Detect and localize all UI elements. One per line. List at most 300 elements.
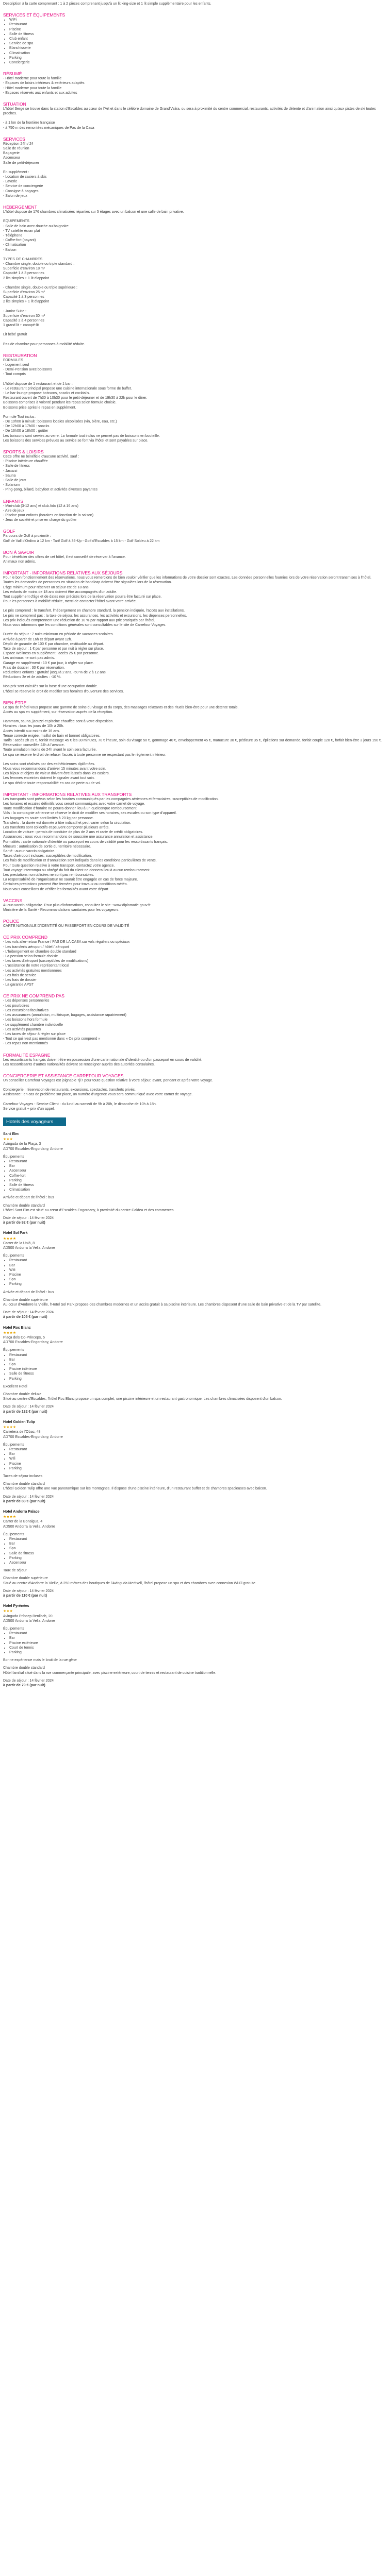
text-line: Frais de dossier : 30 € par réservation.	[3, 666, 65, 670]
text-line: - Les taxes d'aéroport (susceptibles de modifications)	[3, 959, 89, 963]
room-type: Chambre double supérieure	[3, 1298, 48, 1302]
text-line: - à 1 km de la frontière française	[3, 121, 55, 125]
list-item: • Wifi	[9, 1456, 387, 1461]
list-item: • Parking	[9, 1178, 387, 1183]
text-line: Les boissons des services prévues au service se font via l'hôtel et sont payables sur place.	[3, 438, 149, 443]
text-line: - Tout ce qui n'est pas mentionné dans « Ce prix comprend »	[3, 1037, 101, 1041]
text-line: Les prestations non utilisées ne sont pas remboursables.	[3, 873, 94, 877]
section-important-transport	[3, 792, 387, 892]
amenities-list	[3, 1159, 387, 1192]
text-line: Toute annulation moins de 24h avant le soin sera facturée.	[3, 748, 97, 752]
text-line: - Salon de jeux	[3, 194, 27, 198]
price-from: à partir de 110 € (par nuit)	[3, 1594, 47, 1598]
list-item: • Restaurant	[9, 1353, 387, 1358]
text-line: - Piscine intérieure chauffée	[3, 460, 48, 464]
text-line: - Les assurances (annulation, multirisque, bagages, assistance rapatriement)	[3, 1013, 126, 1018]
hotel-note: Arrivée et départ de l'hôtel : bus	[3, 1196, 54, 1200]
text-line: Pour les personnes à mobilité réduite, merci de contacter l'hôtel avant votre arrivée.	[3, 600, 137, 604]
text-line: - Aire de jeux	[3, 509, 24, 513]
hotel-card	[3, 1132, 387, 1225]
section-golf	[3, 529, 387, 543]
price-from: à partir de 88 € (par nuit)	[3, 1499, 45, 1503]
section-important	[3, 570, 387, 693]
text-line: Superficie d'environ 25 m²	[3, 290, 45, 294]
list-item: • Parking	[9, 1556, 387, 1561]
text-line: Superficie d'environ 30 m²	[3, 314, 45, 318]
text-line: Restaurant ouvert de 7h30 à 10h30 pour le petit-déjeuner et de 19h30 à 22h pour le dîner.	[3, 396, 148, 400]
stay-date: Date de séjour : 14 février 2024	[3, 1679, 54, 1683]
stay-date: Date de séjour : 14 février 2024	[3, 1495, 54, 1499]
section-title-important-transport: IMPORTANT - INFORMATIONS RELATIVES AUX TRANSPORTS	[3, 791, 132, 797]
section-resume	[3, 71, 387, 95]
text-line: Réductions enfants : gratuité jusqu'à 2 ans, -50 % de 2 à 12 ans.	[3, 670, 107, 674]
hotel-description: Situé au centre d'Andorre la Vieille, à 250 mètres des boutiques de l'Avinguda Meritxell, l'hôtel propose un spa et des chambres avec connexion Wi-Fi gratuite.	[3, 1581, 256, 1585]
text-line: Le spa de l'hôtel vous propose une gamme de soins du visage et du corps, des massages relaxants et des rituels bien-être pour une détente totale.	[3, 705, 239, 709]
section-title-services: SERVICES ET ÉQUIPEMENTS	[3, 12, 66, 18]
section-bien-etre	[3, 700, 387, 786]
hotel-rating-stars: ★★★	[3, 1609, 13, 1614]
text-line: - Location de casiers à skis	[3, 175, 47, 179]
hotel-note: Bonne expérience mais le bruit de la rue gêne	[3, 1658, 77, 1663]
list-item: • Parking	[9, 1282, 387, 1286]
list-item: • Salle de fitness	[9, 1183, 387, 1188]
text-line: Bagagerie	[3, 151, 20, 156]
price-from: à partir de 79 € (par nuit)	[3, 1684, 45, 1688]
text-line: Ministère de la Santé - Recommandations sanitaires pour les voyageurs.	[3, 908, 120, 912]
text-line: Les ressortissants d'autres nationalités doivent se renseigner auprès des autorités consulaires.	[3, 1062, 155, 1066]
hotel-description: Hôtel familial situé dans la rue commerçante principale, avec piscine extérieure, court de tennis et restaurant de cuisine traditionnelle.	[3, 1671, 217, 1675]
section-title-police: POLICE	[3, 919, 20, 924]
section-title-resume: RÉSUMÉ	[3, 71, 22, 77]
text-line: Tenue correcte exigée, maillot de bain et bonnet obligatoires.	[3, 734, 101, 738]
text-line: Un conseiller Carrefour Voyages est joignable 7j/7 pour toute question relative à votre séjour, avant, pendant et après votre voyage.	[3, 1078, 214, 1082]
text-line: Assistance : en cas de problème sur place, un numéro d'urgence vous sera communiqué avec votre carnet de voyage.	[3, 1093, 193, 1097]
stay-date: Date de séjour : 14 février 2024	[3, 1405, 54, 1409]
text-line: - La pension selon formule choisie	[3, 955, 58, 959]
list-item: • Climatisation	[9, 1188, 387, 1192]
text-line: Les bagages en soute sont limités à 20 kg par personne.	[3, 816, 94, 820]
hotel-name-link[interactable]: Hotel Sol Park	[3, 1231, 28, 1235]
text-line: Accès au spa en supplément, sur réservation auprès de la réception.	[3, 710, 113, 714]
text-line: Dépôt de garantie de 100 € par chambre, restituable au départ.	[3, 642, 104, 646]
price-from: à partir de 92 € (par nuit)	[3, 1221, 45, 1225]
text-line: L'hôtel dispose de 1 restaurant et de 1 bar :	[3, 382, 73, 386]
amenities-list	[3, 1353, 387, 1381]
list-item: • Parking	[9, 1650, 387, 1655]
text-line: - Climatisation	[3, 243, 26, 247]
text-line: 1 grand lit + canapé-lit	[3, 324, 39, 328]
text-line: - Les taxes de séjour à régler sur place	[3, 1032, 66, 1036]
room-type: Chambre double deluxe	[3, 1393, 42, 1397]
amenities-label: Équipements	[3, 1443, 24, 1447]
hotel-note: Excellent Hotel	[3, 1384, 27, 1388]
amenities-label: Équipements	[3, 1155, 24, 1159]
text-line: Formule Tout inclus :	[3, 415, 37, 419]
text-line: Nos prix sont calculés sur la base d'une occupation double.	[3, 685, 98, 689]
list-item: • Parking	[9, 1466, 387, 1471]
text-line: Boissons comprises à volonté pendant les repas selon formule choisie.	[3, 401, 117, 405]
section-situation	[3, 101, 387, 130]
hotel-rating-stars: ★★★★	[3, 1515, 17, 1519]
section-services	[3, 12, 387, 65]
text-line: Hammam, sauna, jacuzzi et piscine chauffée sont à votre disposition.	[3, 720, 114, 724]
list-item: • Piscine extérieure	[9, 1641, 387, 1646]
amenities-label: Équipements	[3, 1627, 24, 1631]
text-line: - Piscine pour enfants (horaires en fonction de la saison)	[3, 514, 94, 518]
text-line: - L'assistance de notre représentant local	[3, 964, 69, 968]
section-title-formalites: FORMALITÉ ESPAGNE	[3, 1052, 51, 1058]
text-line: Les transferts sont collectifs et peuvent comporter plusieurs arrêts.	[3, 826, 110, 829]
text-line: Taxes d'aéroport incluses, susceptibles de modification.	[3, 854, 92, 858]
text-line: Service gratuit + prix d'un appel.	[3, 1107, 55, 1111]
text-line: - Hôtel moderne pour toute la famille	[3, 86, 62, 90]
text-line: - Les frais de dossier	[3, 978, 37, 982]
hotel-name-link[interactable]: Hotel Andorra Palace	[3, 1510, 40, 1514]
list-item: • Piscine	[9, 1273, 387, 1277]
stay-date: Date de séjour : 14 février 2024	[3, 1216, 54, 1220]
text-line: - De 12h00 à 17h00 : snacks	[3, 425, 50, 429]
list-item: • Piscine	[9, 1462, 387, 1466]
list-item: • Club enfant	[9, 37, 387, 41]
list-item: • Salle de fitness	[9, 1551, 387, 1556]
text-line: - Laverie	[3, 180, 18, 184]
price-from: à partir de 132 € (par nuit)	[3, 1410, 47, 1414]
text-line: Les animaux ne sont pas admis.	[3, 656, 55, 660]
text-line: Conciergerie : réservation de restaurants, excursions, spectacles, transferts privés.	[3, 1088, 136, 1092]
text-line: Toutes les demandes de personnes en situation de handicap doivent être signalées lors de la réservation.	[3, 581, 172, 585]
text-line: - Balcon	[3, 248, 17, 252]
list-item: • Restaurant	[9, 1447, 387, 1452]
text-line: Nous vous informons que les conditions générales sont consultables sur le site de Carrefour Voyages.	[3, 623, 167, 628]
hotel-name-link[interactable]: Hotel Golden Tulip	[3, 1420, 35, 1424]
text-line: Arrivée à partir de 16h et départ avant 12h.	[3, 637, 72, 641]
hotel-address: Carrer de la Bonaigua, 4 AD500 Andorra la Vella, Andorre	[3, 1520, 55, 1529]
list-item: • Restaurant	[9, 1537, 387, 1541]
text-line: Superficie d'environ 18 m²	[3, 267, 45, 271]
section-periode	[3, 137, 387, 198]
text-line: - Sauna	[3, 473, 16, 478]
text-line: - De 10h00 à minuit : boissons locales alcoolisées (vin, bière, eau, etc.)	[3, 420, 117, 423]
text-line: Les frais de modification et d'annulation sont indiqués dans les conditions particulières de vente.	[3, 859, 157, 863]
section-title-bien-etre: BIEN-ÊTRE	[3, 700, 27, 705]
text-line: Pour le bon fonctionnement des réservations, nous vous remercions de bien vouloir vérifier que les informations de votre dossier sont exactes. Les données personnelles fournies lors de votre réservation seront transmises à l'hôtel.	[3, 576, 371, 580]
text-line: - Salle de jeux	[3, 479, 26, 483]
text-line: EQUIPEMENTS	[3, 219, 29, 224]
list-item: • Piscine intérieure	[9, 1367, 387, 1371]
hotel-address: Carrer de la Unió, 8 AD500 Andorra la Vella, Andorre	[3, 1241, 55, 1250]
text-line: - La garantie APST	[3, 983, 34, 987]
text-line: Les enfants de moins de 18 ans doivent être accompagnés d'un adulte.	[3, 590, 118, 594]
services-list	[3, 18, 387, 65]
text-line: - Service de conciergerie	[3, 184, 43, 189]
list-item: • Ascenseur	[9, 1561, 387, 1565]
room-type: Chambre double standard	[3, 1482, 45, 1486]
list-item: • Climatisation	[9, 51, 387, 56]
text-line: Cette offre ne bénéficie d'aucune activité, sauf :	[3, 455, 79, 459]
hotel-note: Arrivée et départ de l'hôtel : bus	[3, 1290, 54, 1294]
text-line: - Chambre single, double ou triple standard :	[3, 262, 75, 266]
hotel-rating-stars: ★★★★	[3, 1236, 17, 1241]
text-line: Horaires : tous les jours de 10h à 20h.	[3, 724, 64, 728]
text-line: - Mini-club (3-12 ans) et club Ado (12 à 16 ans)	[3, 504, 78, 508]
list-item: • Restaurant	[9, 1631, 387, 1636]
text-line: Les soins sont réalisés par des esthéticiennes diplômées.	[3, 762, 95, 766]
amenities-list	[3, 1631, 387, 1655]
hotel-description: L'hôtel Sant Elm est situé au cœur d'Escaldes-Engordany, à proximité du centre Caldea et des commerces.	[3, 1208, 175, 1212]
section-title-restauration: RESTAURATION	[3, 352, 37, 358]
hotel-card	[3, 1510, 387, 1598]
amenities-label: Équipements	[3, 1532, 24, 1536]
text-line: - Le restaurant principal propose une cuisine internationale sous forme de buffet.	[3, 386, 132, 391]
hotel-address: Avinguda Príncep Benlloch, 20 AD500 Andorra la Vella, Andorre	[3, 1614, 55, 1623]
list-item: • Spa	[9, 1277, 387, 1282]
text-line: - Téléphone	[3, 233, 23, 238]
list-item: • Service de spa	[9, 41, 387, 46]
text-line: - Les dépenses personnelles	[3, 999, 50, 1003]
text-line: Nous vous recommandons d'arriver 15 minutes avant votre soin.	[3, 767, 106, 771]
section-formalites	[3, 1053, 387, 1067]
text-line: - Le supplément chambre individuelle	[3, 1023, 63, 1027]
text-line: Le prix ne comprend pas : la taxe de séjour, les assurances, les activités et excursions, les dépenses personnelles.	[3, 614, 187, 618]
hotels-list	[3, 1132, 387, 1688]
text-line: Les femmes enceintes doivent le signaler avant tout soin.	[3, 776, 95, 781]
text-line: Transferts : la durée est donnée à titre indicatif et peut varier selon la circulation.	[3, 821, 132, 825]
text-line: - Ping-pong, billard, babyfoot et activités diverses payantes	[3, 488, 97, 492]
text-line: Golf de Vall d'Ordino à 12 km - Tarif Golf à 39 €/p - Golf d'Escaldes à 15 km - Golf Soldeu à 22 km	[3, 539, 160, 543]
text-line: - Consigne à bagages	[3, 189, 39, 193]
text-line: La responsabilité de l'organisateur ne saurait être engagée en cas de force majeure.	[3, 878, 138, 882]
text-line: Pas de chambre pour personnes à mobilité réduite.	[3, 342, 85, 346]
amenities-list	[3, 1537, 387, 1565]
text-line: - Coffre-fort (payant)	[3, 239, 36, 243]
text-line: Capacité 1 à 3 personnes	[3, 272, 44, 276]
text-line: Aucun vaccin obligatoire. Pour plus d'informations, consultez le site : www.diplomatie.gouv.fr	[3, 903, 151, 907]
text-line: Les prix indiqués comprennent une réduction de 10 % par rapport aux prix pratiqués par l'hôtel.	[3, 618, 155, 622]
text-line: Les bijoux et objets de valeur doivent être laissés dans les casiers.	[3, 772, 110, 776]
text-line: - Hôtel moderne pour toute la famille	[3, 77, 62, 81]
text-line: - Les excursions facultatives	[3, 1008, 48, 1012]
text-line: CARTE NATIONALE D'IDENTITÉ OU PASSEPORT EN COURS DE VALIDITÉ	[3, 924, 129, 928]
text-line: - Salle de fitness	[3, 464, 30, 468]
text-line: Mineurs : autorisation de sortie du territoire nécessaire.	[3, 844, 91, 849]
text-line: - Jacuzzi	[3, 469, 18, 473]
text-line: - Les boissons hors formule	[3, 1018, 47, 1022]
section-sports	[3, 449, 387, 493]
hotel-card	[3, 1231, 387, 1319]
section-title-hebergement: HÉBERGEMENT	[3, 205, 37, 210]
list-item: • Wifi	[9, 1268, 387, 1273]
text-line: FORMULES	[3, 358, 23, 362]
list-item: • Coffre-fort	[9, 1174, 387, 1178]
hotel-card	[3, 1420, 387, 1504]
room-type: Chambre double standard	[3, 1204, 45, 1208]
text-line: - Les activités gratuites mentionnées	[3, 969, 62, 973]
text-line: Salle de petit-déjeuner	[3, 161, 40, 165]
text-line: Les transports sont prévus selon les horaires communiqués par les compagnies aériennes et ferroviaires, susceptibles de modification.	[3, 797, 219, 801]
section-hebergement	[3, 205, 387, 347]
hotel-rating-stars: ★★★★	[3, 1426, 17, 1430]
list-item: • Bar	[9, 1164, 387, 1168]
text-line: Formalités : carte nationale d'identité ou passeport en cours de validité pour les ressortissants français.	[3, 840, 168, 844]
text-line: Tarifs : accès 2h 25 €, forfait massage 45 € les 30 minutes, 70 € l'heure, soin du visage 50 €, gommage 40 €, enveloppement 45 €, manucure 30 €, pédicure 35 €, épilations sur demande, forfait couple 120 €, forfait bien-être 3 jours 150 €.	[3, 738, 382, 742]
text-line: Santé : aucun vaccin obligatoire.	[3, 850, 56, 854]
text-line: Pour toute question relative à votre transport, contactez votre agence.	[3, 863, 115, 868]
hotels-section-banner: Hotels des voyageurs	[3, 1117, 66, 1126]
hotel-note: Taux de séjour	[3, 1569, 27, 1573]
text-line: Capacité 1 à 3 personnes	[3, 295, 44, 299]
text-line: - Salle de bain avec douche ou baignoire	[3, 224, 69, 228]
hotel-card	[3, 1326, 387, 1414]
text-line: - Espaces réservés aux enfants et aux adultes	[3, 91, 77, 95]
text-line: Assurances : nous vous recommandons de souscrire une assurance annulation et assistance.	[3, 835, 154, 839]
list-item: • Parking	[9, 56, 387, 60]
text-line: Toute modification d'horaire ne pourra donner lieu à un quelconque remboursement.	[3, 807, 138, 811]
text-line: Nous vous conseillons de vérifier les formalités avant votre départ.	[3, 887, 109, 891]
text-line: - Les frais de service	[3, 973, 37, 977]
text-line: Les boissons sont servies au verre. La formule tout inclus ne permet pas de boissons en bouteille.	[3, 434, 160, 438]
text-line: L'âge minimum pour réserver un séjour est de 18 ans.	[3, 585, 90, 589]
hotel-rating-stars: ★★★★	[3, 1331, 17, 1335]
hotel-name-link[interactable]: Hotel Pyrénées	[3, 1604, 29, 1608]
section-title-assistance: CONCIERGERIE ET ASSISTANCE CARREFOUR VOYAGES	[3, 1073, 124, 1078]
text-line: - Demi-Pension avec boissons	[3, 368, 52, 372]
text-line: Animaux non admis.	[3, 560, 36, 564]
text-line: Durée du séjour : 7 nuits minimum en période de vacances scolaires.	[3, 633, 114, 637]
text-line: L'hôtel dispose de 176 chambres climatisées réparties sur 5 étages avec un balcon et une salle de bain privative.	[3, 210, 184, 214]
section-enfants	[3, 499, 387, 523]
section-assistance	[3, 1073, 387, 1111]
text-line: Carrefour Voyages - Service Client : du lundi au samedi de 9h à 20h, le dimanche de 10h à 18h.	[3, 1102, 157, 1106]
text-line: - L'hébergement en chambre double standard	[3, 950, 76, 954]
text-line: - Tout compris	[3, 372, 26, 377]
text-line: - Logement seul	[3, 363, 29, 367]
list-item: • Restaurant	[9, 1159, 387, 1164]
list-item: • Restaurant	[9, 1258, 387, 1263]
text-line: - Les transferts aéroport / hôtel / aéroport	[3, 945, 69, 949]
stay-date: Date de séjour : 14 février 2024	[3, 1311, 54, 1315]
section-title-important: IMPORTANT - INFORMATIONS RELATIVES AUX SÉJOURS	[3, 570, 123, 576]
hotel-name-link[interactable]: Hotel Roc Blanc	[3, 1326, 31, 1330]
hotel-address: Avinguda de la Plaça, 3 AD700 Escaldes-Engordany, Andorre	[3, 1142, 63, 1151]
text-line: Réception 24h / 24	[3, 142, 34, 146]
list-item: • Bar	[9, 1452, 387, 1456]
hotel-note: Taxes de séjour incluses	[3, 1474, 43, 1478]
text-line: Taxe de séjour : 1 € par personne et par nuit à régler sur place.	[3, 647, 104, 651]
amenities-label: Équipements	[3, 1254, 24, 1258]
text-line: - Solarium	[3, 483, 20, 487]
section-police	[3, 919, 387, 928]
list-item: • Bar	[9, 1636, 387, 1640]
section-title-periode: SERVICES	[3, 136, 25, 142]
hotel-address: Plaça dels Co-Prínceps, 5 AD700 Escaldes-Engordany, Andorre	[3, 1336, 63, 1345]
text-line: - Les vols aller-retour France / PAS DE LA CASA sur vols réguliers ou spéciaux	[3, 940, 130, 944]
hotel-address: Carretera de l'Obac, 48 AD700 Escaldes-Engordany, Andorre	[3, 1430, 63, 1439]
text-line: Le prix comprend : le transfert, l'hébergement en chambre standard, la pension indiquée, l'accès aux installations.	[3, 609, 185, 613]
text-line: Parcours de Golf à proximité :	[3, 534, 51, 538]
amenities-label: Équipements	[3, 1348, 24, 1352]
list-item: • Bar	[9, 1358, 387, 1362]
text-line: - à 750 m des remontées mécaniques de Pas de la Casa	[3, 126, 94, 130]
text-line: - Les pourboires	[3, 1004, 29, 1008]
text-line: L'hôtel Serge se trouve dans la station d'Escaldes au cœur de l'Art et dans le célèbre domaine de Grand'Valira, ou sera à proximité du centre commercial, restaurants, activités de détente et d'animation ainsi qu'aux pistes de ski toutes proches.	[3, 107, 376, 116]
hotel-description: Au cœur d'Andorre la Vieille, l'Hotel Sol Park propose des chambres modernes et un accès gratuit à sa piscine intérieure. Les chambres disposent d'une salle de bain privative et de la TV par satellite.	[3, 1303, 321, 1307]
text-line: Vols : la compagnie aérienne se réserve le droit de modifier ses horaires, ses escales ou son type d'appareil.	[3, 811, 177, 816]
section-title-situation: SITUATION	[3, 101, 26, 107]
text-line: Certaines prestations peuvent être fermées pour travaux ou conditions météo.	[3, 883, 128, 887]
list-item: • Conciergerie	[9, 60, 387, 65]
text-line: - Espaces de loisirs intérieurs & extérieurs adaptés	[3, 81, 85, 86]
hotel-card	[3, 1604, 387, 1688]
section-title-prix-ne-comprend: CE PRIX NE COMPREND PAS	[3, 993, 64, 999]
text-line: Tout voyage interrompu ou abrégé du fait du client ne donnera lieu à aucun remboursement.	[3, 868, 151, 872]
amenities-list	[3, 1447, 387, 1471]
section-restauration	[3, 353, 387, 443]
list-item: • Parking	[9, 1377, 387, 1381]
text-line: TYPES DE CHAMBRES	[3, 257, 43, 261]
list-item: • Bar	[9, 1541, 387, 1546]
text-line: L'hôtel se réserve le droit de modifier ses horaires d'ouverture des services.	[3, 689, 124, 693]
text-line: - Junior Suite :	[3, 309, 27, 313]
text-line: Le spa se réserve le droit de refuser l'accès à toute personne ne respectant pas le règlement intérieur.	[3, 753, 167, 757]
section-prix-comprend	[3, 935, 387, 987]
text-line: En supplément :	[3, 170, 29, 174]
text-line: Ascenseur	[3, 156, 21, 160]
text-line: Location de voiture : permis de conduire de plus de 2 ans et carte de crédit obligatoires.	[3, 831, 143, 835]
intro-text: Description à la carte comprenant : 1 à 2 pièces comprenant jusqu'à un lit king-size et 1 lit simple supplémentaire pour les enfants.	[3, 2, 211, 6]
text-line: 2 lits simples + 1 lit d'appoint	[3, 300, 50, 304]
section-vaccins	[3, 898, 387, 912]
text-line: Les ressortissants français doivent être en possession d'une carte nationale d'identité ou d'un passeport en cours de validité.	[3, 1058, 203, 1062]
price-from: à partir de 105 € (par nuit)	[3, 1315, 47, 1319]
list-item: • Blanchisserie	[9, 46, 387, 50]
text-line: Le spa décline toute responsabilité en cas de perte ou de vol.	[3, 781, 102, 785]
text-line: Tout supplément d'âge et de dates non précisés lors de la réservation pourra être facturé sur place.	[3, 595, 162, 599]
text-line: - Jeux de société et prise en charge du goûter	[3, 518, 77, 522]
hotel-description: Situé au centre d'Escaldes, l'hôtel Roc Blanc propose un spa complet, une piscine intérieure et un restaurant gastronomique. Les chambres climatisées disposent d'un balcon.	[3, 1397, 282, 1401]
section-title-golf: GOLF	[3, 529, 15, 534]
text-line: Accès interdit aux moins de 16 ans.	[3, 729, 60, 733]
text-line: - Les activités payantes	[3, 1027, 41, 1031]
list-item: • Bar	[9, 1263, 387, 1268]
list-item: • Salle de fitness	[9, 32, 387, 37]
room-type: Chambre double standard	[3, 1666, 45, 1670]
text-line: Réductions 3e et 4e adultes : -10 %.	[3, 675, 61, 680]
section-title-vaccins: VACCINS	[3, 897, 23, 903]
room-type: Chambre double supérieure	[3, 1577, 48, 1581]
section-title-bonus: BON À SAVOIR	[3, 549, 35, 555]
hotel-name-link[interactable]: Sant Elm	[3, 1132, 19, 1136]
text-line: Garage en supplément : 10 € par jour, à régler sur place.	[3, 661, 94, 665]
text-line: - Chambre single, double ou triple supérieure :	[3, 285, 77, 290]
list-item: • Spa	[9, 1362, 387, 1367]
section-bonus	[3, 550, 387, 564]
list-item: • Piscine	[9, 27, 387, 32]
text-line: - Le bar-lounge propose boissons, snacks et cocktails.	[3, 391, 90, 395]
section-prix-ne-comprend	[3, 993, 387, 1046]
text-line: 2 lits simples + 1 lit d'appoint	[3, 276, 50, 280]
list-item: • Salle de fitness	[9, 1371, 387, 1376]
text-line: Espace Wellness en supplément : accès 25 € par personne.	[3, 652, 100, 656]
list-item: • Restaurant	[9, 22, 387, 27]
section-title-enfants: ENFANTS	[3, 498, 24, 504]
text-line: - Les repas non mentionnés	[3, 1042, 48, 1046]
section-title-sports: SPORTS & LOISIRS	[3, 449, 44, 455]
text-line: Lit bébé gratuit	[3, 333, 27, 337]
text-line: Réservation conseillée 24h à l'avance.	[3, 743, 65, 748]
section-title-prix-comprend: CE PRIX COMPREND	[3, 935, 47, 940]
list-item: • Ascenseur	[9, 1168, 387, 1173]
list-item: • Spa	[9, 1546, 387, 1551]
